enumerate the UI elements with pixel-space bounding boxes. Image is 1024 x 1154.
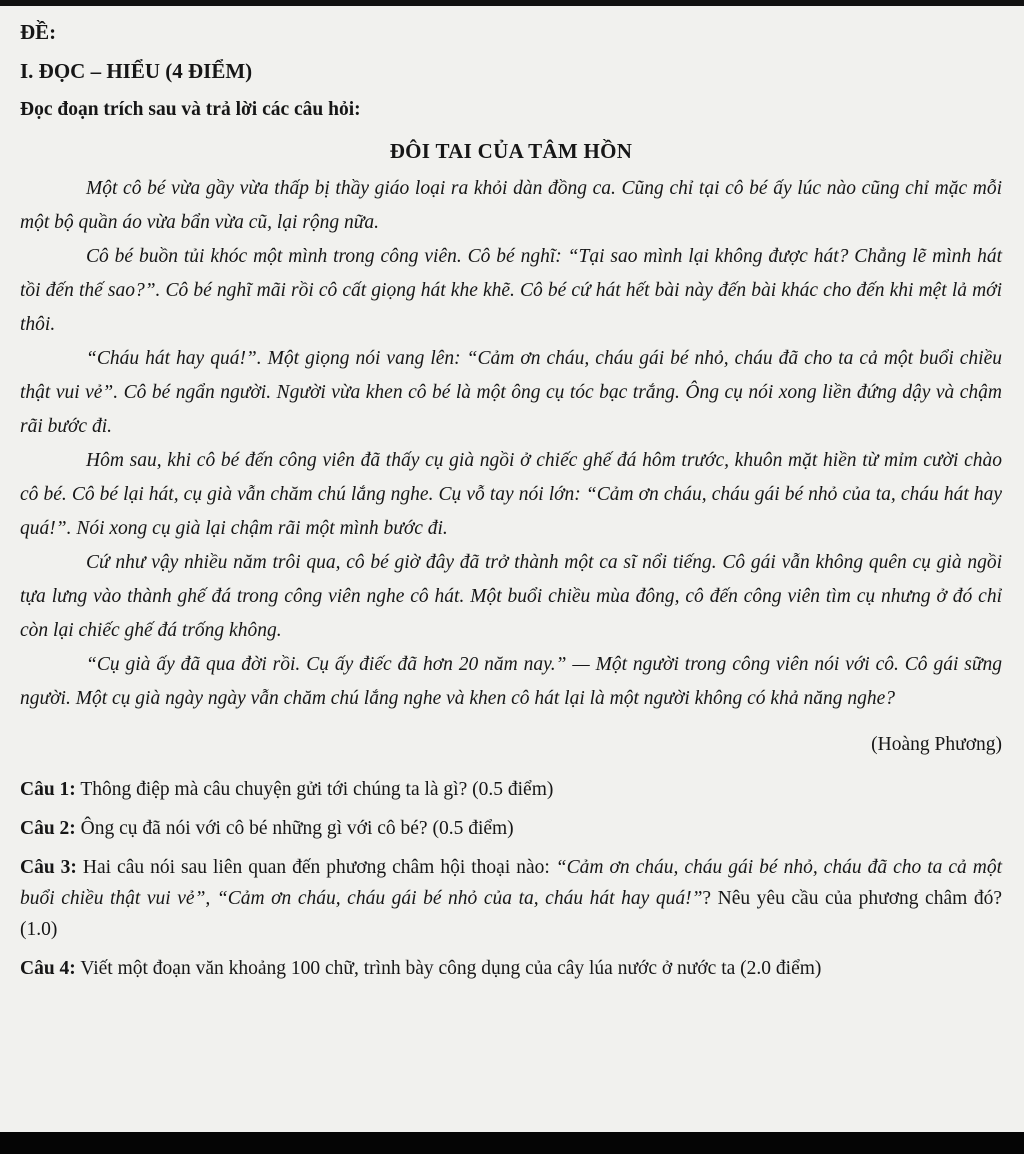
exam-page (0, 6, 1024, 1132)
question-3 (20, 852, 1002, 945)
question-text: Viết một đoạn văn khoảng 100 chữ, trình bày công dụng của cây lúa nước ở nước ta (2.0 điểm) (75, 958, 822, 979)
question-4 (20, 953, 1002, 984)
story-paragraph: “Cụ già ấy đã qua đời rồi. Cụ ấy điếc đã hơn 20 năm nay.” — Một người trong công viên nói với cô. Cô gái sững người. Một cụ già ngày ngày vẫn chăm chú lắng nghe và khen cô hát lại là một người không có khả năng nghe? (20, 654, 1002, 709)
bottom-dark-band (0, 1132, 1024, 1154)
story-title: ĐÔI TAI CỦA TÂM HỒN (389, 139, 633, 163)
question-label: Câu 4: (20, 958, 76, 979)
question-quote: “Cảm ơn cháu, cháu gái bé nhỏ, cháu đã cho ta cả một buổi chiều thật vui vẻ”, “Cảm ơn cháu, cháu gái bé nhỏ của ta, cháu hát hay quá!” (20, 857, 1003, 909)
question-label: Câu 2: (20, 818, 76, 839)
question-label: Câu 1: (20, 779, 76, 800)
question-text: Hai câu nói sau liên quan đến phương châm hội thoại nào: (76, 857, 556, 878)
reading-instruction: Đọc đoạn trích sau và trả lời các câu hỏi: (20, 99, 361, 120)
question-text: Thông điệp mà câu chuyện gửi tới chúng ta là gì? (0.5 điểm) (75, 779, 554, 800)
question-text: Ông cụ đã nói với cô bé những gì với cô bé? (0.5 điểm) (75, 818, 514, 839)
question-2 (20, 813, 1002, 844)
story-passage (20, 172, 1002, 716)
question-text-end: ? Nêu yêu cầu của phương châm đó? (1.0) (20, 888, 1002, 940)
story-paragraph: Cô bé buồn tủi khóc một mình trong công viên. Cô bé nghĩ: “Tại sao mình lại không được hát? Chẳng lẽ mình hát tồi đến thế sao?”. Cô bé nghĩ mãi rồi cô cất giọng hát khe khẽ. Cô bé cứ hát hết bài này đến bài khác cho đến khi mệt lả mới thôi. (20, 246, 1002, 335)
question-label: Câu 3: (20, 857, 77, 878)
story-author: (Hoàng Phương) (871, 734, 1002, 755)
story-paragraph: Hôm sau, khi cô bé đến công viên đã thấy cụ già ngồi ở chiếc ghế đá hôm trước, khuôn mặt hiền từ mỉm cười chào cô bé. Cô bé lại hát, cụ già vẫn chăm chú lắng nghe. Cụ vỗ tay nói lớn: “Cảm ơn cháu, cháu gái bé nhỏ của ta, cháu hát hay quá!”. Nói xong cụ già lại chậm rãi một mình bước đi. (20, 450, 1002, 539)
doc-label: ĐỀ: (20, 20, 57, 44)
story-paragraph: “Cháu hát hay quá!”. Một giọng nói vang lên: “Cảm ơn cháu, cháu gái bé nhỏ, cháu đã cho ta cả một buổi chiều thật vui vẻ”. Cô bé ngẩn người. Người vừa khen cô bé là một ông cụ tóc bạc trắng. Ông cụ nói xong liền đứng dậy và chậm rãi bước đi. (20, 348, 1002, 437)
story-paragraph: Một cô bé vừa gầy vừa thấp bị thầy giáo loại ra khỏi dàn đồng ca. Cũng chỉ tại cô bé ấy lúc nào cũng chỉ mặc mỗi một bộ quần áo vừa bẩn vừa cũ, lại rộng nữa. (20, 178, 1002, 233)
question-1 (20, 774, 1002, 805)
section-title: I. ĐỌC – HIỂU (4 ĐIỂM) (20, 59, 253, 83)
story-paragraph: Cứ như vậy nhiều năm trôi qua, cô bé giờ đây đã trở thành một ca sĩ nổi tiếng. Cô gái vẫn không quên cụ già ngồi tựa lưng vào thành ghế đá trong công viên nghe cô hát. Một buổi chiều mùa đông, cô đến công viên tìm cụ nhưng ở đó chỉ còn lại chiếc ghế đá trống không. (20, 552, 1002, 641)
